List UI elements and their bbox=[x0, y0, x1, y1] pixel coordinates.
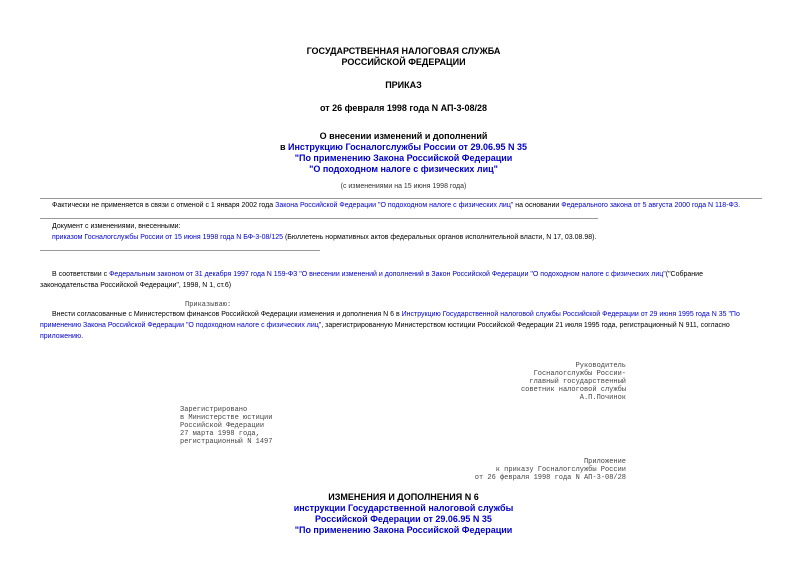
notice-middle: на основании bbox=[513, 202, 562, 209]
body-paragraph-2 bbox=[52, 310, 772, 320]
org-name-line1: ГОСУДАРСТВЕННАЯ НАЛОГОВАЯ СЛУЖБА bbox=[306, 46, 501, 56]
order-word: Приказываю: bbox=[185, 301, 232, 309]
p2-prefix: Внести согласованные с Министерством финансов Российской Федерации изменения и дополнения N 6 в bbox=[52, 311, 402, 318]
registration-line3: Российской Федерации bbox=[180, 422, 265, 430]
appendix-title4[interactable]: "По применению Закона Российской Федерации bbox=[294, 525, 513, 535]
edition-note: (с изменениями на 15 июня 1998 года) bbox=[340, 183, 467, 190]
title-line1: О внесении изменений и дополнений bbox=[319, 131, 488, 141]
body-paragraph-2-line2 bbox=[40, 321, 775, 331]
doc-type: ПРИКАЗ bbox=[385, 80, 422, 90]
instruction-35-link[interactable]: Инструкцию Государственной налоговой службы Российской Федерации от 29 июня 1995 года N 35 "По bbox=[401, 311, 740, 318]
appendix-link[interactable]: приложению bbox=[40, 333, 82, 340]
p2-middle: , зарегистрированную Министерством юстиции Российской Федерации 21 июля 1995 года, регистрационный N 911, согласно bbox=[321, 322, 730, 329]
federal-law-159-link[interactable]: Федеральным законом от 31 декабря 1997 года N 159-ФЗ "О внесении изменений и дополнений в Закон Российской Федерации "О подоходном налоге с физических лиц" bbox=[109, 271, 666, 278]
signature-block bbox=[480, 362, 626, 402]
p1-suffix: ("Собрание bbox=[665, 271, 703, 278]
signature-line4: советник налоговой службы bbox=[520, 386, 626, 394]
instruction-35-link-cont[interactable]: применению Закона Российской Федерации "О подоходном налоге с физических лиц" bbox=[40, 322, 322, 329]
signature-line2: Госналогслужбы России- bbox=[533, 370, 626, 378]
body-paragraph-1 bbox=[52, 270, 772, 280]
appendix-title3[interactable]: Российской Федерации от 29.06.95 N 35 bbox=[315, 514, 492, 524]
appendix-title2[interactable]: инструкции Государственной налоговой службы bbox=[293, 503, 514, 513]
registration-line5: регистрационный N 1497 bbox=[180, 438, 273, 446]
registration-line2: в Министерстве юстиции bbox=[180, 414, 273, 422]
appendix-line3: от 26 февраля 1998 года N АП-3-08/28 bbox=[474, 474, 626, 482]
title-line3[interactable]: "По применению Закона Российской Федерации bbox=[294, 153, 513, 163]
registration-line4: 27 марта 1998 года, bbox=[180, 430, 260, 438]
appendix-block bbox=[440, 458, 626, 482]
notice-prefix: Фактически не применяется в связи с отменой с 1 января 2002 года bbox=[52, 202, 276, 209]
title-line2 bbox=[0, 142, 807, 152]
divider-top bbox=[40, 198, 762, 199]
body-paragraph-2-line3 bbox=[40, 332, 775, 342]
federal-law-link[interactable]: Федерального закона от 5 августа 2000 года N 118-ФЗ bbox=[561, 202, 739, 209]
signature-line3: главный государственный bbox=[529, 378, 626, 386]
doc-date: от 26 февраля 1998 года N АП-3-08/28 bbox=[319, 103, 488, 113]
divider-middle bbox=[40, 218, 598, 219]
divider-bottom bbox=[40, 250, 320, 251]
org-name-line2: РОССИЙСКОЙ ФЕДЕРАЦИИ bbox=[341, 57, 466, 67]
changes-text bbox=[52, 233, 772, 243]
signature-line5: А.П.Починок bbox=[579, 394, 626, 402]
appendix-line2: к приказу Госналогслужбы России bbox=[495, 466, 626, 474]
changes-label: Документ с изменениями, внесенными: bbox=[52, 223, 181, 230]
title-line2-prefix: в bbox=[279, 142, 289, 152]
notice-text bbox=[52, 201, 772, 211]
notice-suffix: . bbox=[738, 202, 741, 209]
registration-block bbox=[180, 406, 272, 446]
body-paragraph-1-line2: законодательства Российской Федерации", 1998, N 1, ст.6) bbox=[40, 282, 232, 289]
appendix-line1: Приложение bbox=[583, 458, 626, 466]
repealed-law-link[interactable]: Закона Российской Федерации "О подоходном налоге с физических лиц" bbox=[275, 202, 514, 209]
appendix-title1: ИЗМЕНЕНИЯ И ДОПОЛНЕНИЯ N 6 bbox=[328, 492, 479, 502]
signature-line1: Руководитель bbox=[575, 362, 626, 370]
changes-suffix: (Бюллетень нормативных актов федеральных органов исполнительной власти, N 17, 03.08.98). bbox=[283, 234, 597, 241]
title-line4[interactable]: "О подоходном налоге с физических лиц" bbox=[309, 164, 498, 174]
p1-prefix: В соответствии с bbox=[52, 271, 110, 278]
registration-line1: Зарегистрировано bbox=[180, 406, 248, 414]
amending-order-link[interactable]: приказом Госналогслужбы России от 15 июня 1998 года N БФ-3-08/125 bbox=[52, 234, 284, 241]
p2-end: . bbox=[81, 333, 84, 340]
instruction-link[interactable]: Инструкцию Госналогслужбы России от 29.06.95 N 35 bbox=[288, 142, 528, 152]
